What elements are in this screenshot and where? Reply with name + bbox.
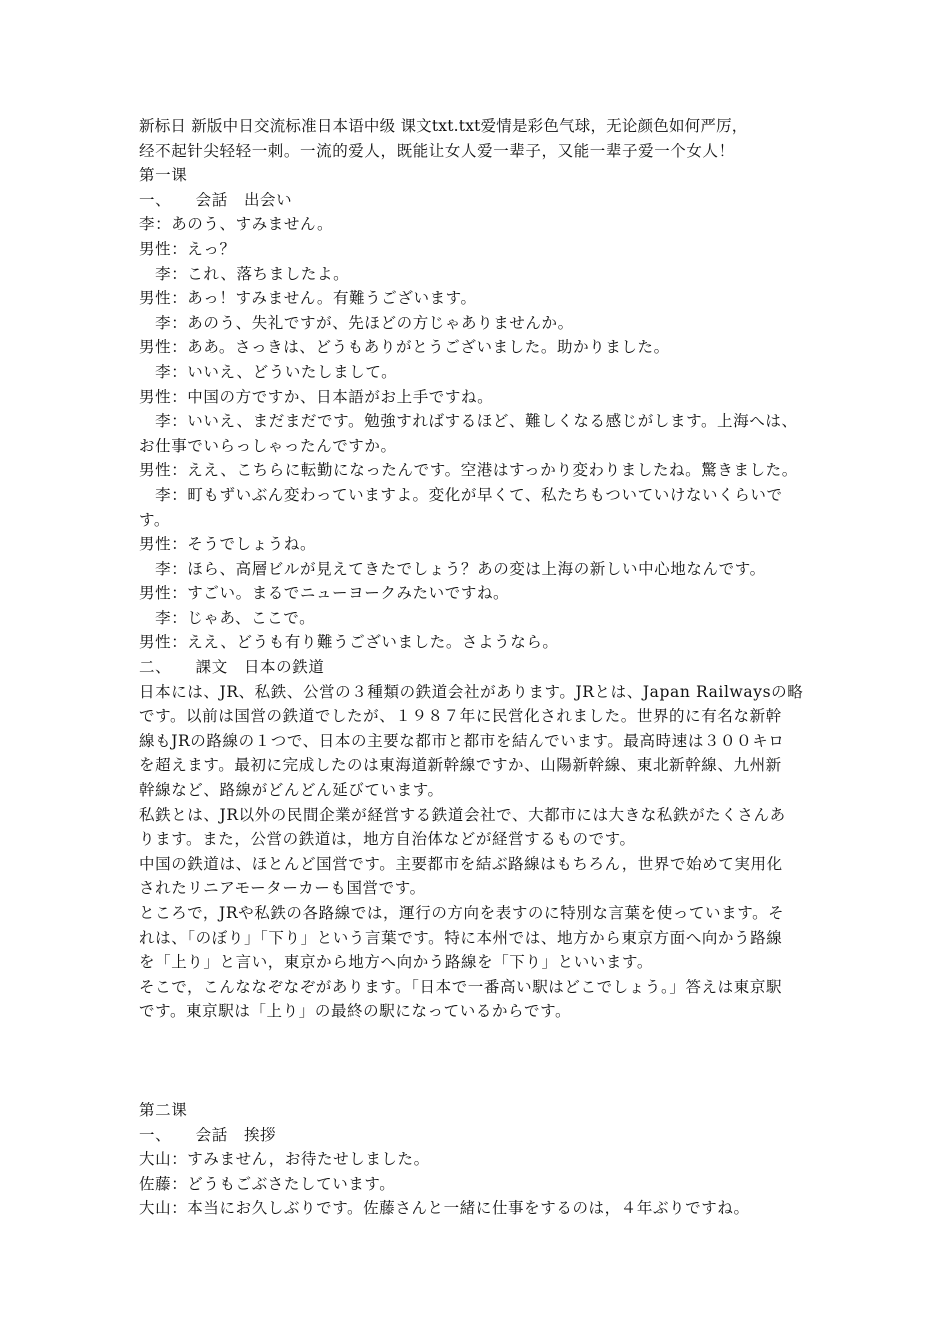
dialogue-line: 李：あのう、すみません。 — [139, 215, 334, 234]
dialogue-line: 李：これ、落ちましたよ。 — [139, 264, 350, 283]
dialogue-line: 佐藤：どうもごぶさたしています。 — [139, 1174, 396, 1193]
text-line: ります。また，公営の鉄道は，地方自治体などが経営するものです。 — [139, 830, 636, 849]
dialogue-line: 李：ほら、高層ビルが見えてきたでしょう？あの変は上海の新しい中心地なんです。 — [139, 559, 766, 578]
dialogue-line: す。 — [139, 510, 170, 529]
lesson-2-conversation-heading: 一、 会話 挨拶 — [139, 1125, 277, 1144]
dialogue-line: 李：じゃあ、ここで。 — [139, 608, 316, 627]
dialogue-line: 男性：すごい。まるでニューヨークみたいですね。 — [139, 584, 510, 603]
lesson-2-dialogue — [139, 1147, 814, 1221]
dialogue-line: 大山：本当にお久しぶりです。佐藤さんと一緒に仕事をするのは，４年ぶりですね。 — [139, 1199, 750, 1218]
text-line: 線もJRの路線の１つで、日本の主要な都市と都市を結んでいます。最高時速は３００キロ — [139, 731, 785, 750]
text-line: れは、「のぼり」「下り」という言葉です。特に本州では、地方から東京方面へ向かう路線 — [139, 928, 783, 947]
dialogue-line: 李：いいえ、まだまだです。勉強すればするほど、難しくなる感じがします。上海へは、 — [139, 412, 798, 431]
dialogue-line: 男性：あっ！すみません。有難うございます。 — [139, 289, 477, 308]
dialogue-line: 男性：そうでしょうね。 — [139, 535, 317, 554]
dialogue-line: 男性：えっ？ — [139, 239, 236, 258]
dialogue-line: 李：いいえ、どういたしまして。 — [139, 362, 398, 381]
header-line-1: 新标日 新版中日交流标准日本语中级 课文txt.txt爱情是彩色气球，无论颜色如何严厉， — [139, 117, 748, 135]
lesson-1-conversation-heading: 一、 会話 出会い — [139, 190, 293, 209]
text-line: を超えます。最初に完成したのは東海道新幹線ですか、山陽新幹線、東北新幹線、九州新 — [139, 756, 782, 775]
section-gap — [139, 1024, 814, 1098]
dialogue-line: お仕事でいらっしゃったんですか。 — [139, 436, 397, 455]
text-line: です。以前は国営の鉄道でしたが、１９８７年に民営化されました。世界的に有名な新幹 — [139, 707, 782, 726]
text-line: 幹線など、路線がどんどん延びています。 — [139, 781, 444, 800]
text-line: 私鉄とは、JR以外の民間企業が経営する鉄道会社で、大都市には大きな私鉄がたくさんあ — [139, 805, 786, 824]
document-page — [139, 114, 814, 1221]
text-line: を「上り」と言い，東京から地方へ向かう路線を「下り」といいます。 — [139, 953, 653, 972]
dialogue-line: 男性：ええ、どうも有り難うございました。さようなら。 — [139, 633, 559, 652]
lesson-1-text-heading: 二、 課文 日本の鉄道 — [139, 658, 325, 677]
dialogue-line: 男性：ああ。さっきは、どうもありがとうございました。助かりました。 — [139, 338, 670, 357]
dialogue-line: 李：町もずいぶん変わっていますよ。変化が早くて、私たちもついていけないくらいで — [139, 485, 783, 504]
dialogue-line: 男性：中国の方ですか、日本語がお上手ですね。 — [139, 387, 494, 406]
dialogue-line: 男性：ええ、こちらに転勤になったんです。空港はすっかり変わりましたね。驚きました。 — [139, 461, 798, 480]
lesson-1-title: 第一课 — [139, 166, 188, 185]
text-line: そこで，こんななぞなぞがあります。「日本で一番高い駅はどこでしょう。」答えは東京駅 — [139, 977, 783, 996]
lesson-2-title: 第二课 — [139, 1100, 188, 1119]
text-line: です。東京駅は「上り」の最終の駅になっているからです。 — [139, 1002, 572, 1021]
lesson-1-reading-text — [139, 680, 814, 1024]
text-line: されたリニアモーターカーも国営です。 — [139, 879, 426, 898]
text-line: 日本には、JR、私鉄、公営の３種類の鉄道会社があります。JRとは、Japan Railwaysの略 — [139, 682, 804, 701]
dialogue-line: 大山：すみません，お待たせしました。 — [139, 1150, 430, 1169]
dialogue-line: 李：あのう、失礼ですが、先ほどの方じゃありませんか。 — [139, 313, 574, 332]
header-line-2: 经不起针尖轻轻一刺。一流的爱人，既能让女人爱一辈子，又能一辈子爱一个女人！ — [139, 141, 735, 160]
text-line: 中国の鉄道は、ほとんど国営です。主要都市を結ぶ路線はもちろん，世界で始めて実用化 — [139, 854, 783, 873]
text-line: ところで，JRや私鉄の各路線では，運行の方向を表すのに特別な言葉を使っています。そ — [139, 904, 785, 922]
lesson-1-dialogue — [139, 212, 814, 655]
